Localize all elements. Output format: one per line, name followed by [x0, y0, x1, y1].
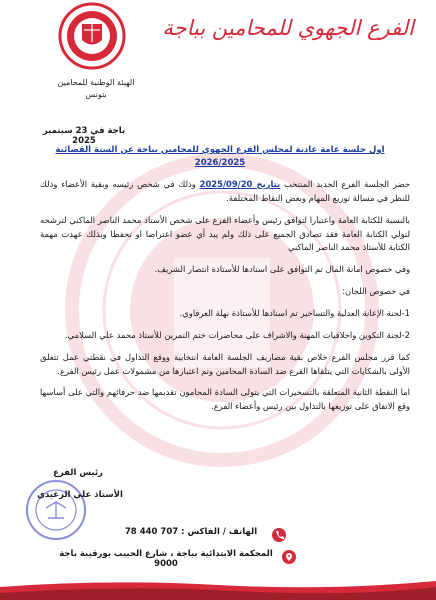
paragraph-committee-1: 1-لجنة الإعانة العدلية والتساخير تم اسنادها للأستاذة نهلة العرفاوي. — [179, 308, 410, 319]
national-body-name: الهيئة الوطنية للمحامين — [57, 78, 135, 87]
paragraph-attendance — [40, 178, 410, 206]
official-stamp — [24, 478, 88, 542]
letter-date: باجة في 23 سبتمبر 2025 — [42, 126, 126, 146]
attendance-text-end: وذلك في شخص رئيسه وبقية الأعضاء وذلك للنظر في مسالة توزيع المهام وبعض النقاط المختلفة. — [40, 179, 410, 203]
paragraph-treasury: وفي خصوص امانة المال تم التوافق على اسنادها للأستاذة انتصار الشريف. — [154, 264, 410, 275]
signatory-role: رئيس الفرع — [53, 468, 103, 478]
bar-association-logo — [58, 2, 126, 70]
paragraph-decisions: كما قرر مجلس الفرع خلاص بقية مصاريف الجلسة العامة انتخابية ووقع التداول في نقطتي عمل تتعلق الأولى بالشكايات التي يتلقاها الفرع ضد السادة المحامين وتم اعتبارها من مشمولات عمل رئيس الفرع. — [40, 351, 410, 376]
paragraph-general-secretary: بالنسبة للكتابة العامة واعتبارا لتوافق رئيس وأعضاء الفرع على شخص الأستاذ محمد الناصر الماكني لترشحه لتولي الكتابة العامة فقد تصادق الجميع على ذلك ولم يبد أي عضو اعتراضا او تحفظا وبذلك عهدت مهمة الكتابة للأستاذ محمد الناصر الماكني — [40, 214, 410, 253]
branch-name-header: الفرع الجهوي للمحامين بباجة — [162, 16, 414, 40]
paragraph-second-point: اما النقطة الثانية المتعلقة بالتسخيرات التي يتولى السادة المحامون تقديمها ضد حرفائهم والتي على أساسها وقع الاتفاق على توزيعها بالتداول بين رئيس وأعضاء الفرع. — [40, 387, 410, 412]
office-address: المحكمة الابتدائية بباجة ، شارع الحبيب بورقيبة باجة 9000 — [59, 549, 273, 569]
attendance-text-start: حضر الجلسة الفرع الجديد المنتخب — [280, 179, 411, 189]
phone-icon — [272, 528, 286, 542]
footer-decoration — [0, 577, 436, 600]
meeting-date-highlight: بتاريخ 2025/09/20 — [199, 179, 281, 189]
paragraph-committee-2: 2-لجنة التكوين واخلاقيات المهنة والاشراف على محاضرات ختم التمرين للأستاذ محمد علي السلامي. — [65, 329, 410, 340]
location-icon — [282, 550, 296, 564]
national-body-city: بتونس — [85, 90, 107, 99]
signatory-name: الأستاذ علي الزغيدي — [37, 490, 123, 500]
document-title: اول جلسة عامة عادية لمجلس الفرع الجهوي للمحامين بباجة عن السنة القضائية 2026/2025 — [55, 145, 385, 168]
letter-body — [40, 178, 410, 422]
paragraph-committees-heading: في خصوص اللجان: — [342, 286, 410, 297]
phone-fax-number: الهاتف / الفاكس : 707 440 78 — [124, 527, 258, 537]
